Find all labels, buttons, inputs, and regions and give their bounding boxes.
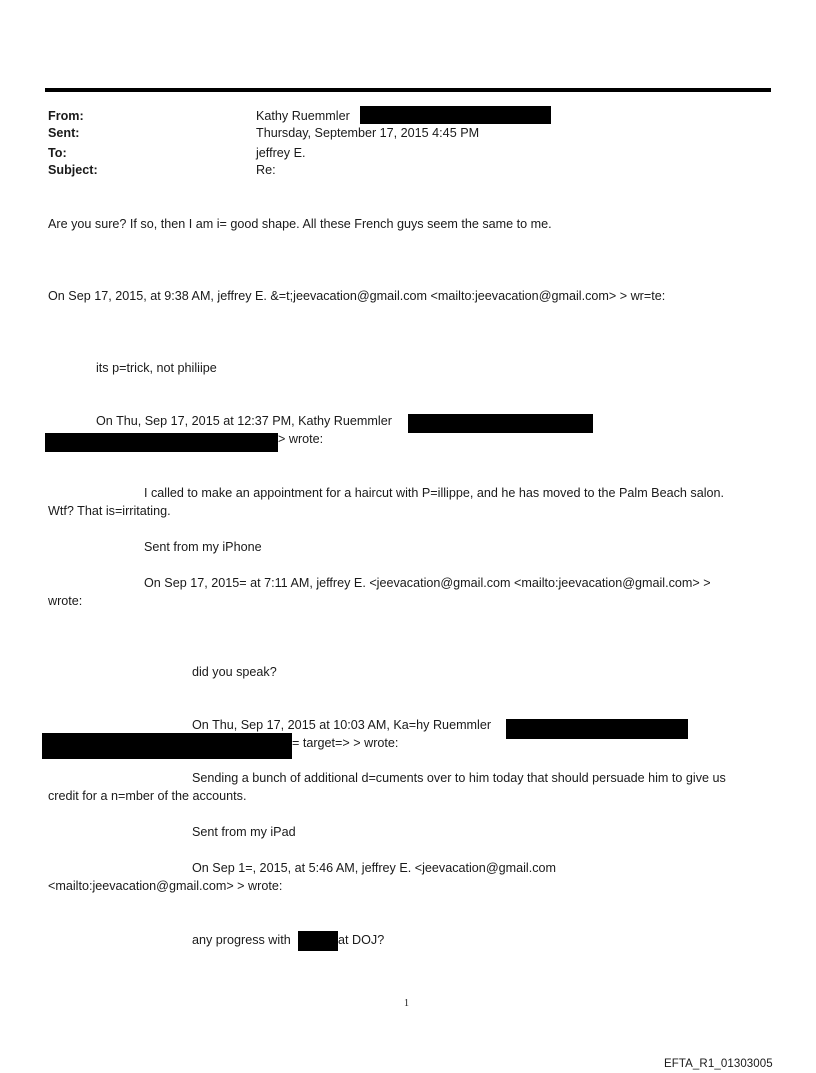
subject-label: Subject:: [48, 163, 98, 177]
reply-text: its p=trick, not philiipe: [96, 361, 217, 375]
sent-value: Thursday, September 17, 2015 4:45 PM: [256, 126, 480, 140]
header-rule: [45, 88, 771, 92]
redaction-block: [45, 433, 278, 452]
redaction-block: [506, 719, 688, 739]
from-value: Kathy Ruemmler: [256, 109, 350, 123]
signature-text: Sent from my iPhone: [144, 540, 262, 554]
message-text: credit for a n=mber of the accounts.: [48, 789, 247, 803]
quote-header: On Thu, Sep 17, 2015 at 12:37 PM, Kathy Ruemmler: [96, 414, 392, 428]
quote-header: On Sep 1=, 2015, at 5:46 AM, jeffrey E. <jeevacation@gmail.com: [192, 861, 556, 875]
quote-header: On Sep 17, 2015, at 9:38 AM, jeffrey E. &=t;jeevacation@gmail.com <mailto:jeevacation@gmail.com> > wr=te:: [48, 289, 666, 303]
signature-text: Sent from my iPad: [192, 825, 296, 839]
message-text: at DOJ?: [338, 933, 385, 947]
redaction-block: [42, 733, 292, 759]
quote-header: On Thu, Sep 17, 2015 at 10:03 AM, Ka=hy Ruemmler: [192, 718, 492, 732]
page-number: 1: [404, 998, 409, 1009]
quote-header: On Sep 17, 2015= at 7:11 AM, jeffrey E. <jeevacation@gmail.com <mailto:jeevacation@gmail.com> >: [144, 576, 711, 590]
to-value: jeffrey E.: [256, 146, 306, 160]
message-text: did you speak?: [192, 665, 277, 679]
message-text: Wtf? That is=irritating.: [48, 504, 171, 518]
quote-header: > wrote:: [278, 432, 324, 446]
to-label: To:: [48, 146, 67, 160]
quote-header: <mailto:jeevacation@gmail.com> > wrote:: [48, 879, 283, 893]
redaction-block: [408, 414, 593, 433]
message-text: any progress with: [192, 933, 291, 947]
sent-label: Sent:: [48, 126, 80, 140]
redaction-block: [298, 931, 338, 951]
quote-header: wrote:: [48, 594, 83, 608]
from-label: From:: [48, 109, 84, 123]
body-line: Are you sure? If so, then I am i= good shape. All these French guys seem the same to me.: [48, 217, 552, 231]
message-text: I called to make an appointment for a haircut with P=illippe, and he has moved to the Palm Beach salon.: [144, 486, 725, 500]
document-id: EFTA_R1_01303005: [664, 1058, 773, 1070]
quote-header: = target=> > wrote:: [292, 736, 399, 750]
message-text: Sending a bunch of additional d=cuments over to him today that should persuade him to give us: [192, 771, 726, 785]
redaction-block: [360, 106, 551, 124]
subject-value: Re:: [256, 163, 276, 177]
